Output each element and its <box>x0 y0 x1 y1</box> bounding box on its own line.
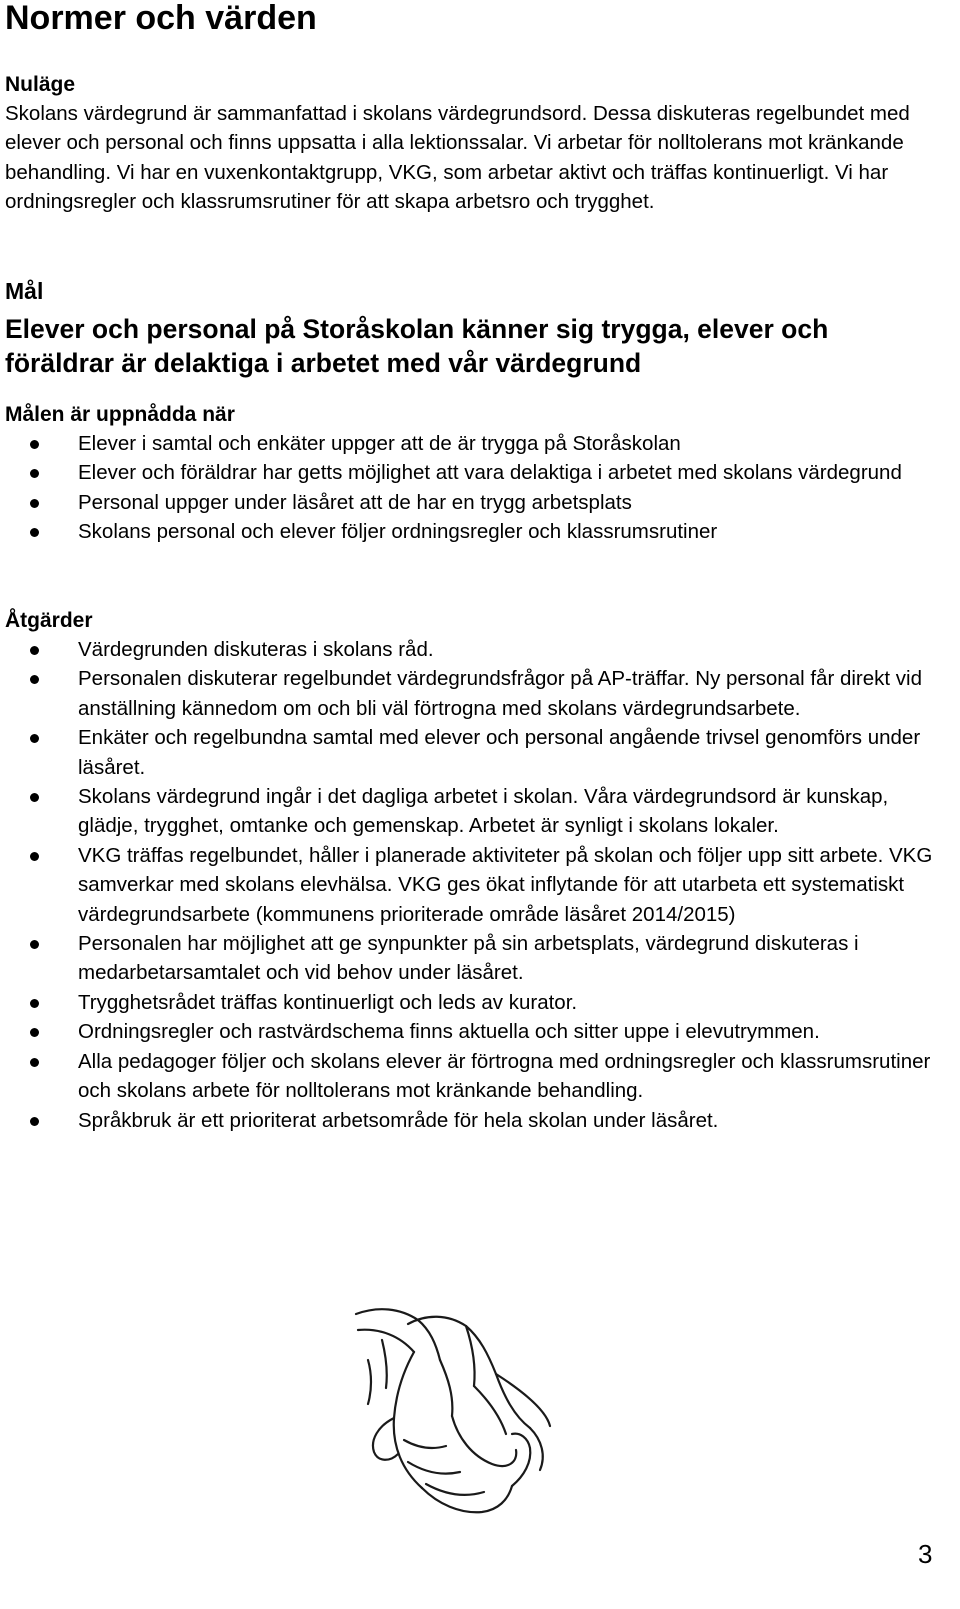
page-number: 3 <box>918 1539 933 1569</box>
section-heading-nulage: Nuläge <box>5 73 76 96</box>
page-title: Normer och värden <box>5 0 317 37</box>
section-nulage <box>5 70 940 217</box>
malen-list <box>5 429 945 547</box>
goal-statement: Elever och personal på Storåskolan känner sig trygga, elever och föräldrar är delaktiga i arbetet med vår värdegrund <box>5 314 829 378</box>
list-item: Elever och föräldrar har getts möjlighet att vara delaktiga i arbetet med skolans värdegrund <box>5 458 945 487</box>
nulage-paragraph: Skolans värdegrund är sammanfattad i skolans värdegrundsord. Dessa diskuteras regelbundet med elever och personal och finns uppsatta i alla lektionssalar. Vi arbetar för nolltolerans mot kränkande behandling. Vi har en vuxenkontaktgrupp, VKG, som arbetar aktivt och träffas kontinuerligt. Vi har ordningsregler och klassrumsrutiner för att skapa arbetsro och trygghet. <box>5 102 910 214</box>
list-item: VKG träffas regelbundet, håller i planerade aktiviteter på skolan och följer upp sitt arbete. VKG samverkar med skolans elevhälsa. VKG ges ökat inflytande för att utarbeta ett systematiskt värdegrundsarbete (kommunens prioriterade område läsåret 2014/2015) <box>5 841 950 929</box>
list-item: Språkbruk är ett prioriterat arbetsområde för hela skolan under läsåret. <box>5 1106 950 1135</box>
section-heading-atgarder: Åtgärder <box>5 609 93 632</box>
list-item: Ordningsregler och rastvärdschema finns aktuella och sitter uppe i elevutrymmen. <box>5 1017 950 1046</box>
section-malen <box>5 400 945 547</box>
atgarder-list <box>5 635 950 1135</box>
list-item: Alla pedagoger följer och skolans elever är förtrogna med ordningsregler och klassrumsrutiner och skolans arbete för nolltolerans mot kränkande behandling. <box>5 1047 950 1106</box>
list-item: Skolans personal och elever följer ordningsregler och klassrumsrutiner <box>5 517 945 546</box>
section-heading-malen: Målen är uppnådda när <box>5 403 235 426</box>
list-item: Elever i samtal och enkäter uppger att de är trygga på Storåskolan <box>5 429 945 458</box>
list-item: Personalen diskuterar regelbundet värdegrundsfrågor på AP-träffar. Ny personal får direkt vid anställning kännedom om och bli väl förtrogna med skolans värdegrundsarbete. <box>5 664 950 723</box>
section-heading-mal: Mål <box>5 278 44 304</box>
list-item: Skolans värdegrund ingår i det dagliga arbetet i skolan. Våra värdegrundsord är kunskap, glädje, trygghet, omtanke och gemenskap. Arbetet är synligt i skolans lokaler. <box>5 782 950 841</box>
list-item: Personal uppger under läsåret att de har en trygg arbetsplats <box>5 488 945 517</box>
clasped-hands-icon <box>348 1300 558 1530</box>
list-item: Personalen har möjlighet att ge synpunkter på sin arbetsplats, värdegrund diskuteras i medarbetarsamtalet och vid behov under läsåret. <box>5 929 950 988</box>
list-item: Värdegrunden diskuteras i skolans råd. <box>5 635 950 664</box>
section-atgarder <box>5 606 950 1135</box>
list-item: Enkäter och regelbundna samtal med elever och personal angående trivsel genomförs under läsåret. <box>5 723 950 782</box>
list-item: Trygghetsrådet träffas kontinuerligt och leds av kurator. <box>5 988 950 1017</box>
